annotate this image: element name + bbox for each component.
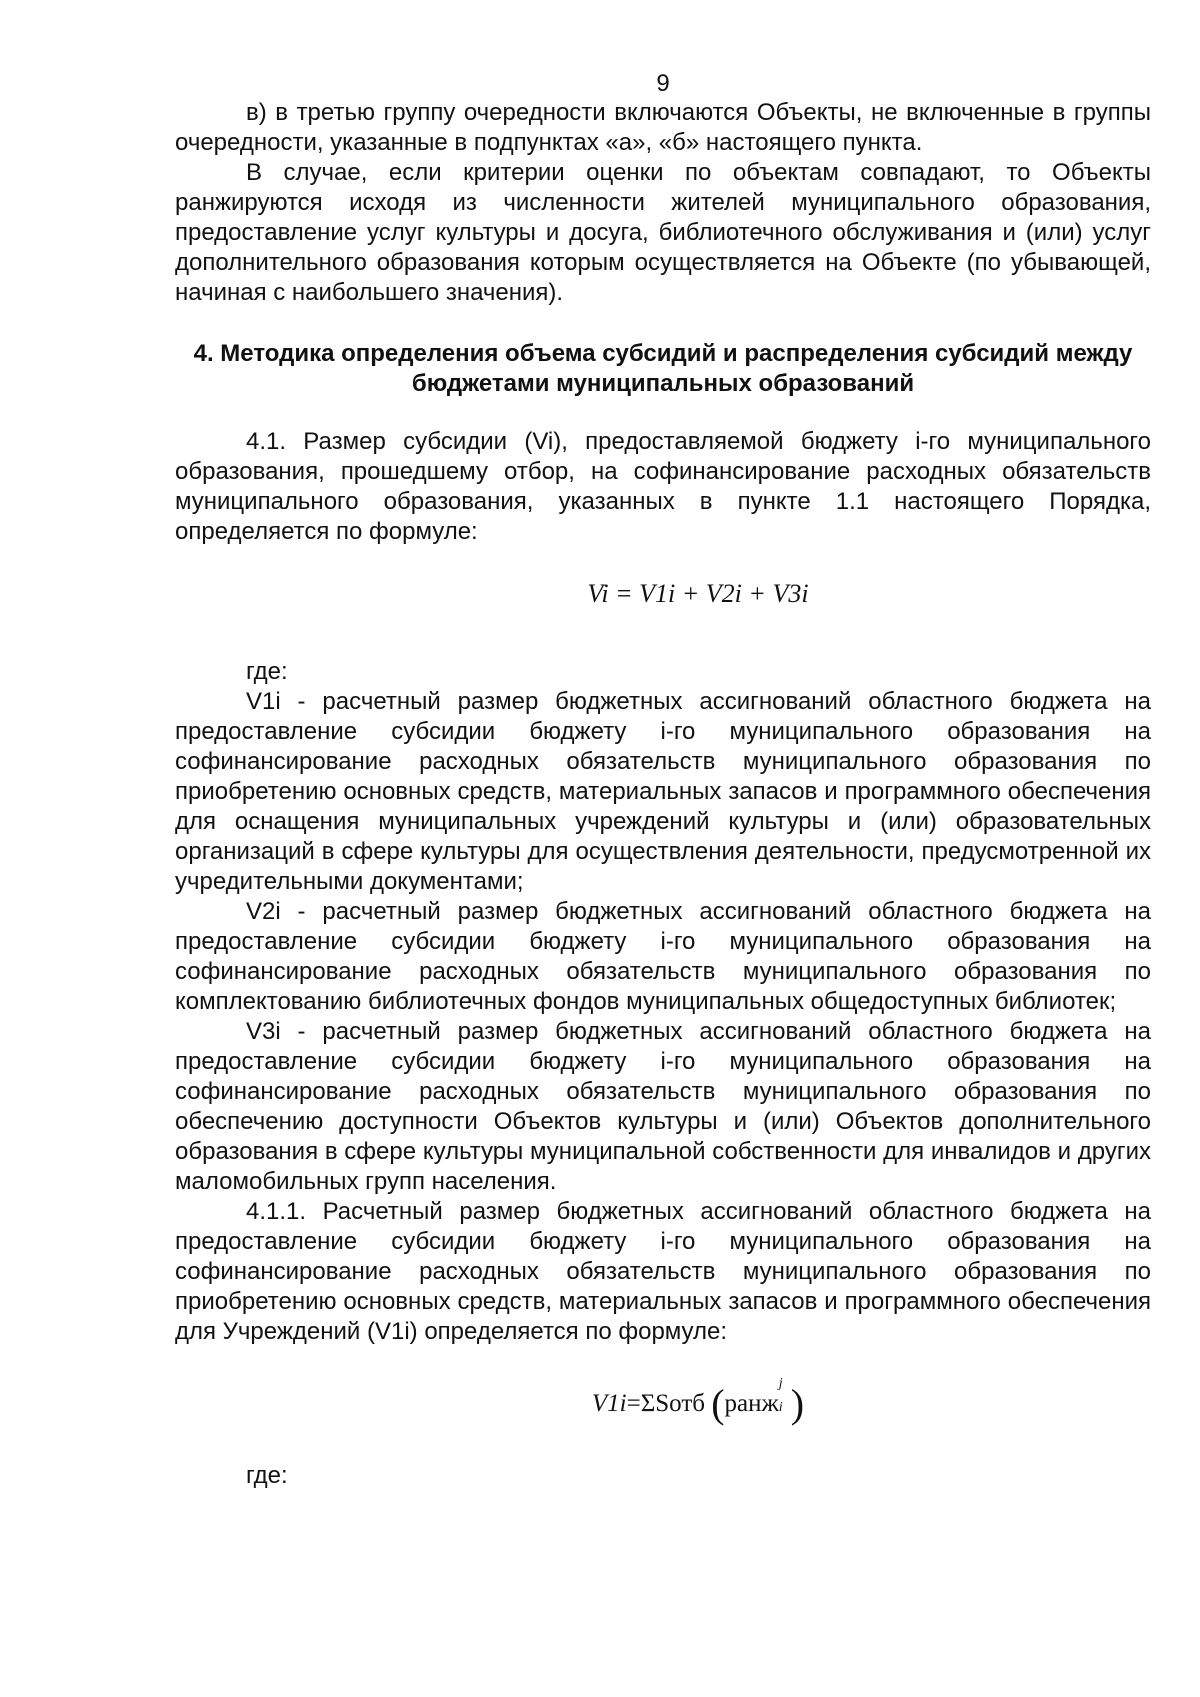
where-label-1: где: — [246, 658, 288, 685]
paragraph-group-3: в) в третью группу очередности включаются Объекты, не включенные в группы очередности, указанные в подпунктах «а», «б» настоящего пункта. — [175, 99, 1151, 156]
page-number: 9 — [656, 70, 670, 97]
definition-v2i: V2i - расчетный размер бюджетных ассигнований областного бюджета на предоставление субсидии бюджету i-го муниципального образования на софинансирование расходных обязательств муниципального образования по комплектованию библиотечных фондов муниципальных общедоступных библиотек; — [175, 898, 1151, 1015]
formula-v1i-arg: ранж — [724, 1390, 779, 1417]
paragraph-4-1: 4.1. Размер субсидии (Vi), предоставляемой бюджету i-го муниципального образования, прошедшему отбор, на софинансирование расходных обязательств муниципального образования, указанных в пункте 1.1 настоящего Порядка, определяется по формуле: — [175, 428, 1151, 545]
where-label-2: где: — [246, 1462, 288, 1489]
formula-v1i-open-paren: ( — [711, 1381, 725, 1426]
formula-v1i-close-paren: ) — [790, 1381, 805, 1426]
paragraph-ranking-rule: В случае, если критерии оценки по объектам совпадают, то Объекты ранжируются исходя из численности жителей муниципального образования, предоставление услуг культуры и досуга, библиотечного обслуживания и (или) услуг дополнительного образования которым осуществляется на Объекте (по убывающей, начиная с наибольшего значения). — [175, 159, 1151, 306]
document-page — [175, 70, 1151, 1491]
formula-v1i-sup: j — [778, 1376, 783, 1391]
definition-v1i: V1i - расчетный размер бюджетных ассигнований областного бюджета на предоставление субсидии бюджету i-го муниципального образования на софинансирование расходных обязательств муниципального образования по приобретению основных средств, материальных запасов и программного обеспечения для оснащения муниципальных учреждений культуры и (или) образовательных организаций в сфере культуры для осуществления деятельности, предусмотренной их учредительными документами; — [175, 688, 1151, 895]
definition-v3i: V3i - расчетный размер бюджетных ассигнований областного бюджета на предоставление субсидии бюджету i-го муниципального образования на софинансирование расходных обязательств муниципального образования по обеспечению доступности Объектов культуры и (или) Объектов дополнительного образования в сфере культуры муниципальной собственности для инвалидов и других маломобильных групп населения. — [175, 1018, 1151, 1195]
formula-v1i-eq: = — [626, 1390, 641, 1417]
paragraph-4-1-1: 4.1.1. Расчетный размер бюджетных ассигнований областного бюджета на предоставление субсидии бюджету i-го муниципального образования на софинансирование расходных обязательств муниципального образования по приобретению основных средств, материальных запасов и программного обеспечения для Учреждений (V1i) определяется по формуле: — [175, 1198, 1151, 1345]
formula-v1i-lhs: V1i — [591, 1390, 627, 1417]
section-heading: 4. Методика определения объема субсидий и распределения субсидий между бюджетами муниципальных образований — [193, 340, 1133, 397]
formula-v1i-indices — [778, 1376, 791, 1415]
formula-vi: Vi = V1i + V2i + V3i — [587, 579, 809, 608]
formula-v1i-sub: i — [778, 1400, 783, 1415]
formula-v1i-sum: ΣSотб — [640, 1390, 705, 1417]
formula-v1i — [175, 1376, 1151, 1426]
